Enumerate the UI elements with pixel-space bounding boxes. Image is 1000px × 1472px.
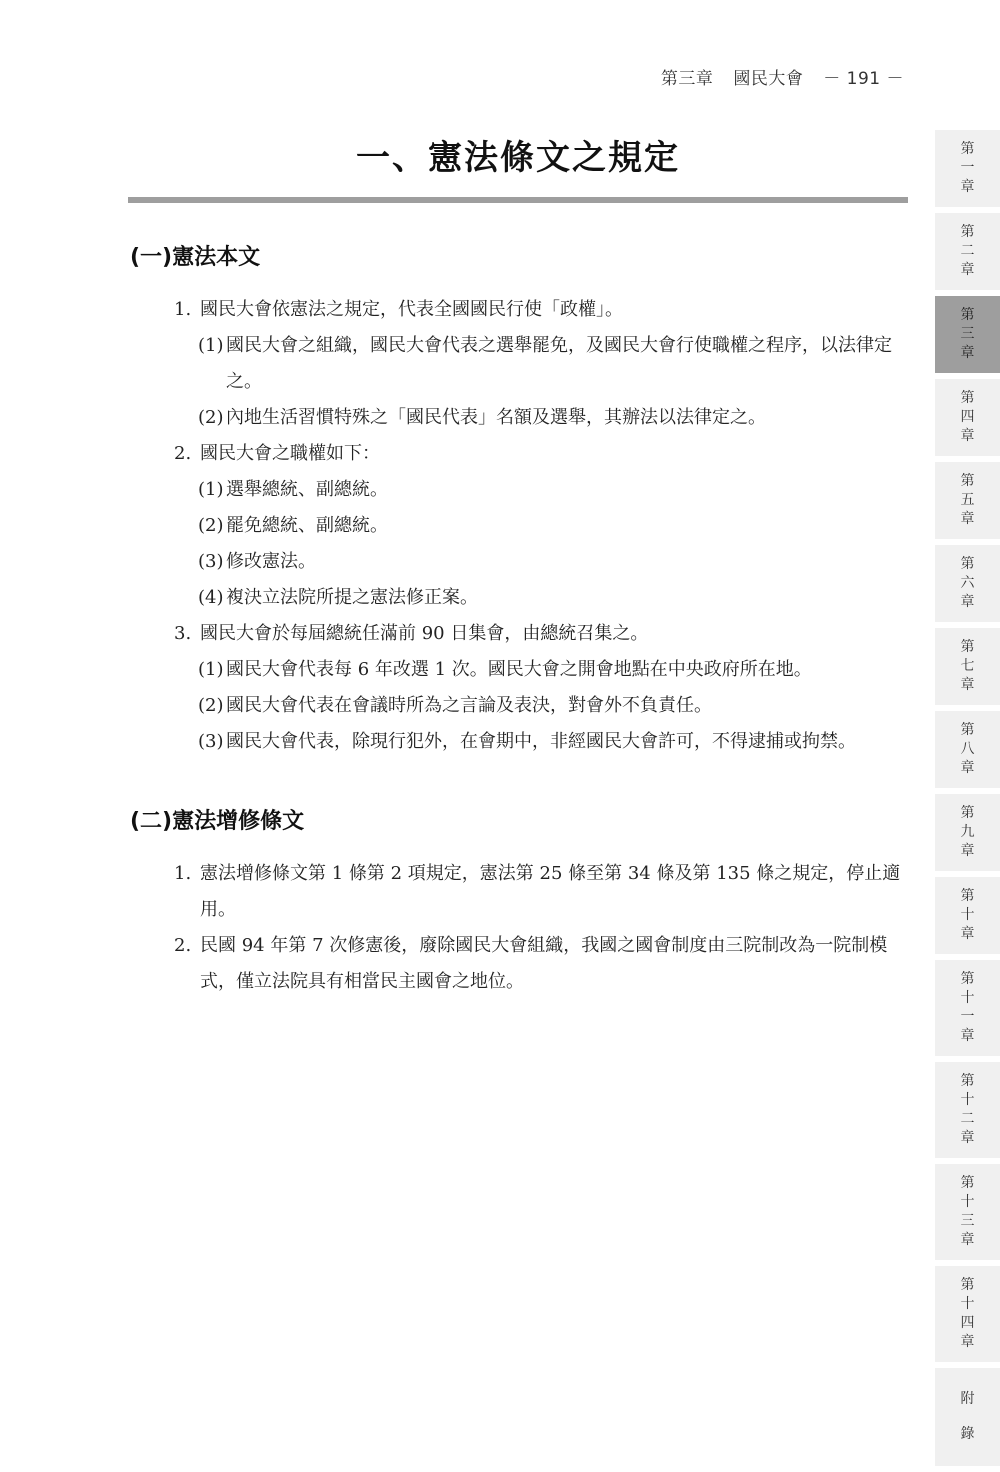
- section-heading-amendments: (二)憲法增修條文: [130, 809, 305, 834]
- chapter-tab-char: 八: [960, 741, 975, 757]
- header-chapter-title: 國民大會: [733, 69, 804, 89]
- list-item: 3. 國民大會於每屆總統任滿前 90 日集會，由總統召集之。: [174, 623, 649, 644]
- chapter-tab-char: 章: [960, 511, 975, 527]
- list-sub-item: (1) 國民大會代表每 6 年改選 1 次。國民大會之開會地點在中央政府所在地。: [198, 659, 812, 680]
- chapter-tab-char: 第: [960, 1175, 975, 1191]
- chapter-tab-5[interactable]: [935, 462, 1000, 539]
- chapter-tab-char: 四: [960, 1315, 975, 1331]
- chapter-tab-char: 章: [960, 760, 975, 776]
- chapter-tab-char: 二: [960, 1111, 975, 1127]
- chapter-tab-char: 章: [960, 1028, 975, 1044]
- page-title: 一、憲法條文之規定: [356, 138, 680, 178]
- list-item: 1. 國民大會依憲法之規定，代表全國國民行使「政權」。: [174, 299, 623, 320]
- page-number: － 191 －: [823, 69, 904, 89]
- chapter-tab-char: 第: [960, 224, 975, 240]
- chapter-tab-char: 二: [960, 243, 975, 259]
- chapter-tab-char: 三: [960, 326, 975, 342]
- title-divider: [128, 197, 908, 203]
- chapter-tab-4[interactable]: [935, 379, 1000, 456]
- list-sub-item: (2) 罷免總統、副總統。: [198, 515, 388, 536]
- list-sub-item: (1) 選舉總統、副總統。: [198, 479, 388, 500]
- chapter-tab-1[interactable]: [935, 130, 1000, 207]
- list-sub-item: (1) 國民大會之組織，國民大會代表之選舉罷免，及國民大會行使職權之程序，以法律定之。: [198, 335, 892, 392]
- chapter-tab-char: 附: [960, 1391, 975, 1407]
- chapter-tab-char: 第: [960, 722, 975, 738]
- chapter-tab-char: 章: [960, 345, 975, 361]
- chapter-tab-7[interactable]: [935, 628, 1000, 705]
- chapter-tab-char: 一: [960, 1009, 975, 1025]
- chapter-tab-2[interactable]: [935, 213, 1000, 290]
- chapter-tab-char: 十: [960, 1194, 975, 1210]
- list-sub-item: (4) 複決立法院所提之憲法修正案。: [198, 587, 478, 608]
- chapter-tab-char: 九: [960, 824, 975, 840]
- chapter-tab-9[interactable]: [935, 794, 1000, 871]
- list-item: 1. 憲法增修條文第 1 條第 2 項規定，憲法第 25 條至第 34 條及第 135 條之規定，停止適用。: [174, 863, 901, 920]
- chapter-tab-char: 第: [960, 1073, 975, 1089]
- chapter-tab-12[interactable]: [935, 1062, 1000, 1158]
- chapter-tab-char: 第: [960, 1277, 975, 1293]
- chapter-tab-char: 章: [960, 677, 975, 693]
- chapter-tab-char: 十: [960, 1296, 975, 1312]
- chapter-tab-11[interactable]: [935, 960, 1000, 1056]
- chapter-tab-10[interactable]: [935, 877, 1000, 954]
- chapter-tab-char: 第: [960, 971, 975, 987]
- chapter-tab-char: 第: [960, 888, 975, 904]
- chapter-tab-char: 第: [960, 556, 975, 572]
- chapter-tab-6[interactable]: [935, 545, 1000, 622]
- list-sub-item: (2) 國民大會代表在會議時所為之言論及表決，對會外不負責任。: [198, 695, 712, 716]
- chapter-tab-char: 十: [960, 1092, 975, 1108]
- chapter-tab-char: 章: [960, 594, 975, 610]
- chapter-tab-char: 第: [960, 805, 975, 821]
- header-chapter: 第三章: [660, 69, 714, 89]
- chapter-tab-15[interactable]: [935, 1368, 1000, 1466]
- list-item: 2. 民國 94 年第 7 次修憲後，廢除國民大會組織，我國之國會制度由三院制改為一院制模式，僅立法院具有相當民主國會之地位。: [174, 935, 888, 992]
- chapter-tab-char: 第: [960, 639, 975, 655]
- list-item: 2. 國民大會之職權如下：: [174, 443, 380, 464]
- chapter-tab-char: 錄: [960, 1426, 975, 1442]
- chapter-tab-char: 六: [960, 575, 975, 591]
- chapter-tab-char: 三: [960, 1213, 975, 1229]
- running-header: [661, 64, 904, 89]
- chapter-tab-char: 一: [960, 160, 975, 176]
- chapter-tab-char: 七: [960, 658, 975, 674]
- chapter-tab-char: 五: [960, 492, 975, 508]
- chapter-tab-char: 章: [960, 1130, 975, 1146]
- chapter-tab-char: 十: [960, 907, 975, 923]
- chapter-tab-char: 章: [960, 262, 975, 278]
- chapter-tab-13[interactable]: [935, 1164, 1000, 1260]
- chapter-tab-char: 章: [960, 926, 975, 942]
- list-sub-item: (3) 國民大會代表，除現行犯外，在會期中，非經國民大會許可，不得逮捕或拘禁。: [198, 731, 856, 752]
- section-heading-constitution-text: (一)憲法本文: [130, 245, 261, 270]
- chapter-tab-3[interactable]: [935, 296, 1000, 373]
- chapter-tab-char: 章: [960, 179, 975, 195]
- list-sub-item: (2) 內地生活習慣特殊之「國民代表」名額及選舉，其辦法以法律定之。: [198, 407, 766, 428]
- chapter-tab-char: 章: [960, 428, 975, 444]
- chapter-tab-char: 章: [960, 1232, 975, 1248]
- chapter-tab-index: [935, 130, 1000, 1472]
- chapter-tab-char: 章: [960, 843, 975, 859]
- chapter-tab-char: 第: [960, 141, 975, 157]
- main-content: [130, 240, 910, 1000]
- chapter-tab-char: 第: [960, 473, 975, 489]
- chapter-tab-char: 章: [960, 1334, 975, 1350]
- chapter-tab-char: 十: [960, 990, 975, 1006]
- chapter-tab-8[interactable]: [935, 711, 1000, 788]
- chapter-tab-char: 第: [960, 307, 975, 323]
- chapter-tab-14[interactable]: [935, 1266, 1000, 1362]
- chapter-tab-char: 四: [960, 409, 975, 425]
- list-sub-item: (3) 修改憲法。: [198, 551, 316, 572]
- chapter-tab-char: 第: [960, 390, 975, 406]
